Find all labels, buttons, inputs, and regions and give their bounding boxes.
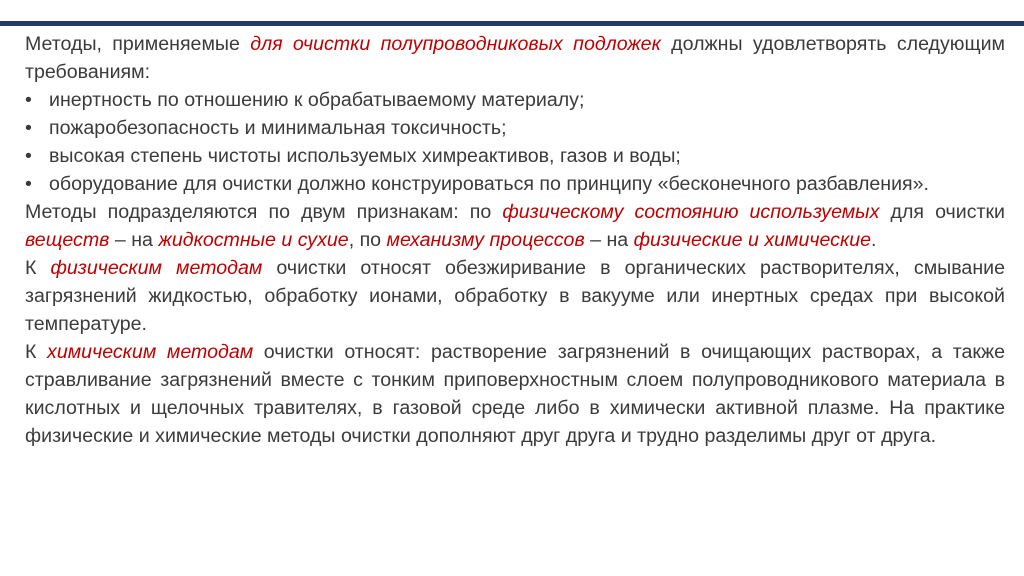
bullet-icon: •	[25, 145, 32, 167]
classification-paragraph	[25, 198, 1005, 254]
class-emphasis-4: механизму процессов	[386, 229, 585, 251]
class-emphasis-1: физическому состоянию используемых	[502, 201, 880, 223]
physical-text-2: очистки относят обезжиривание в органических растворителях, смывание загрязнений жидкостью, обработку ионами, обработку в вакууме или инертных средах при высокой температуре.	[25, 257, 1005, 335]
requirements-list	[25, 86, 1005, 198]
physical-text-1: К	[25, 257, 51, 279]
class-text-1: Методы подразделяются по двум признакам: по	[25, 201, 503, 223]
class-text-5: – на	[584, 229, 634, 251]
class-text-6: .	[871, 229, 877, 251]
class-emphasis-3: жидкостные и сухие	[158, 229, 349, 251]
slide-header-line	[0, 21, 1024, 26]
class-text-3: – на	[109, 229, 159, 251]
intro-text-1: Методы, применяемые	[25, 33, 251, 55]
class-emphasis-2: веществ	[25, 229, 110, 251]
bullet-icon: •	[25, 173, 32, 195]
class-text-4: , по	[348, 229, 387, 251]
slide-top-band	[0, 0, 1024, 21]
list-item-text: пожаробезопасность и минимальная токсичность;	[49, 117, 507, 139]
intro-paragraph	[25, 30, 1005, 86]
list-item	[25, 142, 1005, 170]
class-emphasis-5: физические и химические	[633, 229, 872, 251]
class-text-2: для очистки	[879, 201, 1005, 223]
list-item-text: инертность по отношению к обрабатываемому материалу;	[49, 89, 585, 111]
physical-methods-paragraph	[25, 254, 1005, 338]
list-item	[25, 114, 1005, 142]
bullet-icon: •	[25, 117, 32, 139]
chemical-methods-paragraph	[25, 338, 1005, 450]
list-item	[25, 170, 1005, 198]
chemical-text-2: очистки относят: растворение загрязнений в очищающих растворах, а также стравливание загрязнений вместе с тонким приповерхностным слоем полупроводникового материала в кислотных и щелочных травителях, в газовой среде либо в химически активной плазме. На практике физические и химические методы очистки дополняют друг друга и трудно разделимы друг от друга.	[25, 341, 1005, 447]
chemical-text-1: К	[25, 341, 48, 363]
list-item	[25, 86, 1005, 114]
physical-emphasis: физическим методам	[50, 257, 263, 279]
bullet-icon: •	[25, 89, 32, 111]
list-item-text: высокая степень чистоты используемых химреактивов, газов и воды;	[49, 145, 681, 167]
intro-emphasis: для очистки полупроводниковых подложек	[250, 33, 661, 55]
chemical-emphasis: химическим методам	[47, 341, 254, 363]
list-item-text: оборудование для очистки должно конструироваться по принципу «бесконечного разбавления».	[49, 173, 930, 195]
intro-text-2: должны удовлетворять следующим требованиям:	[25, 33, 1005, 83]
slide-content	[25, 30, 1005, 450]
